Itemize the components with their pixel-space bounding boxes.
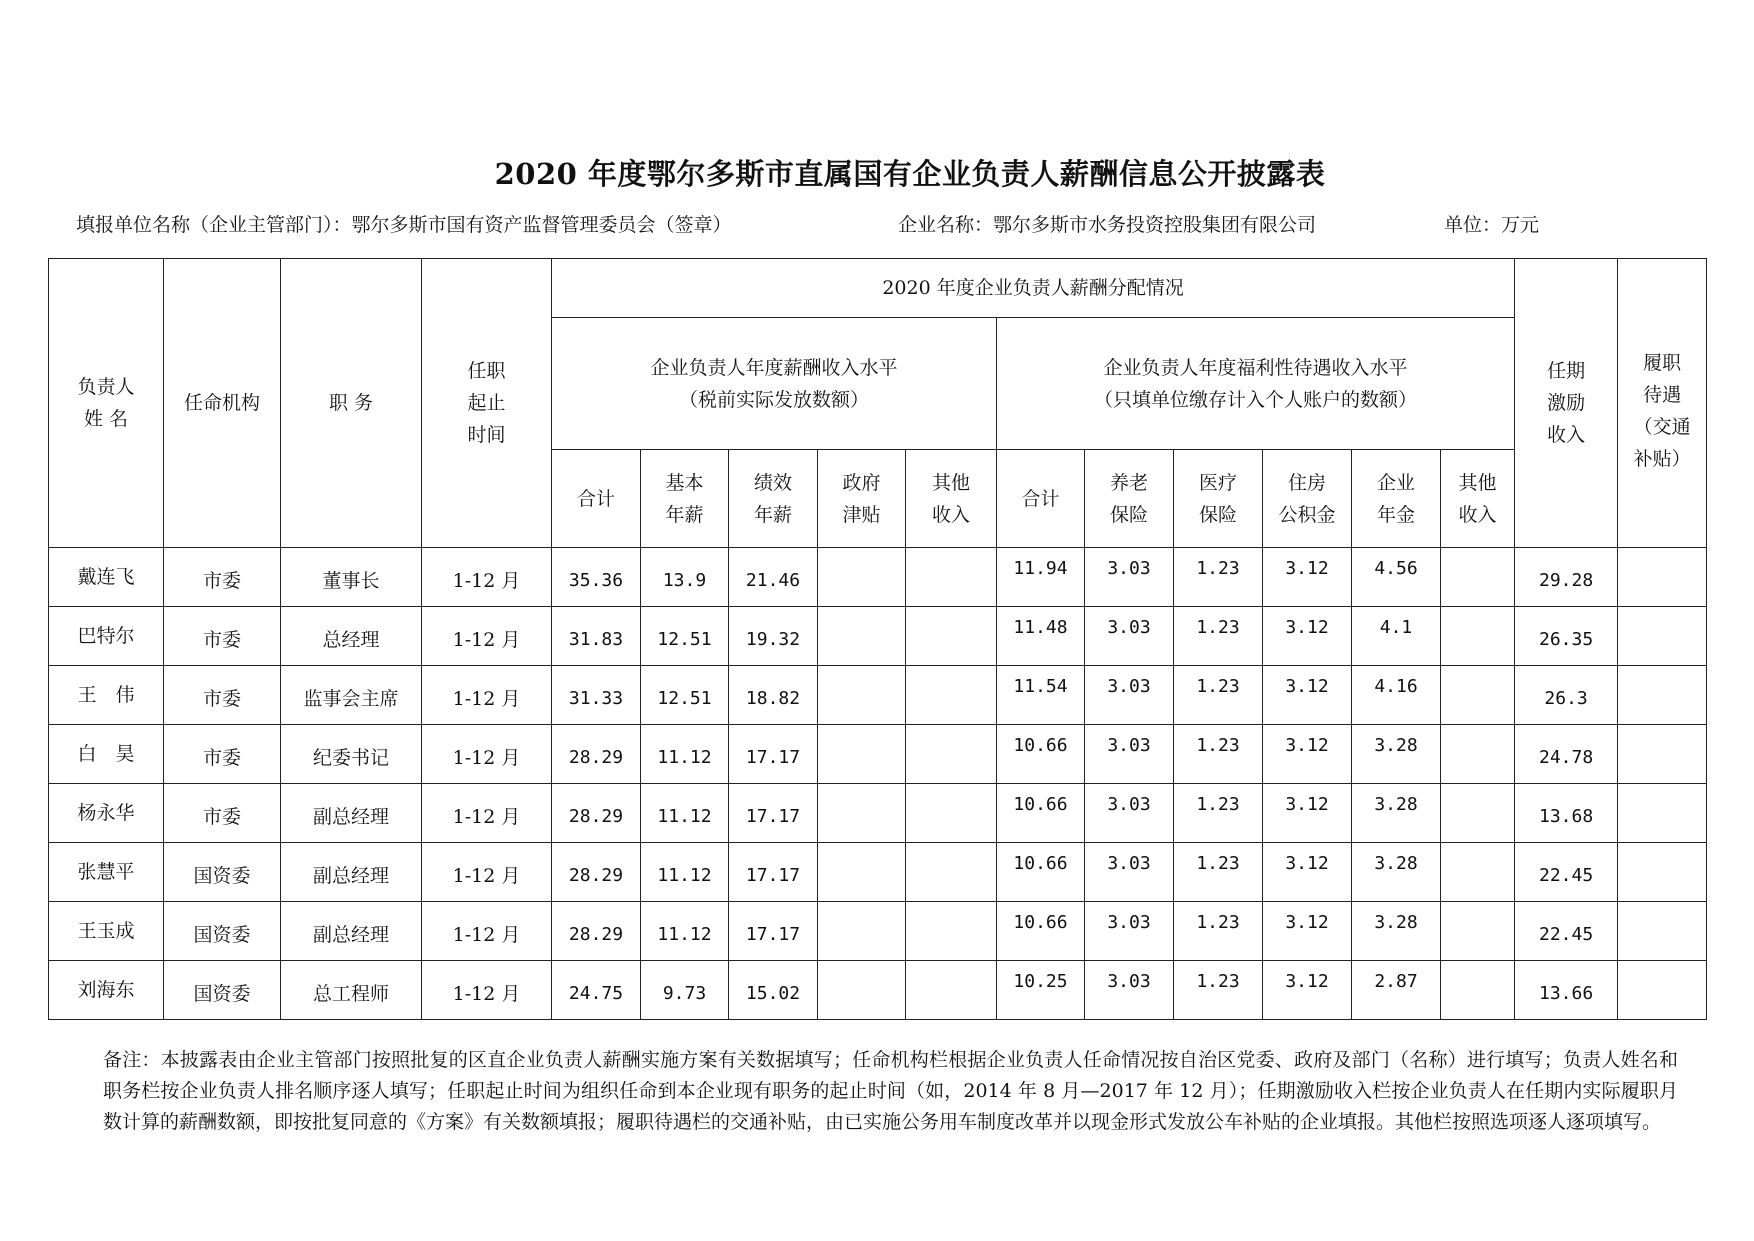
cell-org: 市委 (164, 666, 281, 725)
cell-term: 1-12 月 (422, 784, 552, 843)
cell-name: 杨永华 (49, 784, 164, 843)
header-welfare-total: 合计 (997, 450, 1085, 548)
cell-performance-salary: 17.17 (729, 784, 818, 843)
header-gov-allowance: 政府 津贴 (818, 450, 906, 548)
cell-allowance (1618, 666, 1707, 725)
table-row (49, 843, 1707, 902)
cell-gov-allowance (818, 961, 906, 1020)
table-row (49, 548, 1707, 607)
cell-pension: 3.03 (1085, 902, 1174, 961)
cell-name: 刘海东 (49, 961, 164, 1020)
cell-other-income (906, 784, 997, 843)
cell-annuity: 3.28 (1352, 843, 1441, 902)
cell-performance-salary: 19.32 (729, 607, 818, 666)
cell-welfare-other (1441, 902, 1515, 961)
cell-pension: 3.03 (1085, 607, 1174, 666)
header-allowance: 履职 待遇 （交通 补贴） (1618, 259, 1707, 548)
header-position: 职 务 (281, 259, 422, 548)
cell-salary-total: 28.29 (552, 843, 641, 902)
cell-incentive: 22.45 (1515, 843, 1618, 902)
cell-gov-allowance (818, 902, 906, 961)
cell-housing-fund: 3.12 (1263, 784, 1352, 843)
header-medical: 医疗 保险 (1174, 450, 1263, 548)
cell-gov-allowance (818, 725, 906, 784)
cell-gov-allowance (818, 666, 906, 725)
cell-annuity: 4.56 (1352, 548, 1441, 607)
cell-base-salary: 11.12 (641, 784, 729, 843)
cell-welfare-total: 11.54 (997, 666, 1085, 725)
cell-housing-fund: 3.12 (1263, 666, 1352, 725)
cell-base-salary: 12.51 (641, 666, 729, 725)
cell-gov-allowance (818, 784, 906, 843)
cell-name: 巴特尔 (49, 607, 164, 666)
cell-other-income (906, 607, 997, 666)
header-welfare-other: 其他 收入 (1441, 450, 1515, 548)
header-salary-total: 合计 (552, 450, 641, 548)
cell-incentive: 26.35 (1515, 607, 1618, 666)
cell-medical: 1.23 (1174, 666, 1263, 725)
cell-allowance (1618, 961, 1707, 1020)
cell-welfare-total: 10.66 (997, 784, 1085, 843)
header-incentive: 任期 激励 收入 (1515, 259, 1618, 548)
table-row (49, 666, 1707, 725)
company-label: 企业名称：鄂尔多斯市水务投资控股集团有限公司 (898, 214, 1317, 236)
cell-welfare-other (1441, 725, 1515, 784)
cell-medical: 1.23 (1174, 784, 1263, 843)
cell-annuity: 3.28 (1352, 784, 1441, 843)
cell-housing-fund: 3.12 (1263, 548, 1352, 607)
header-base-salary: 基本 年薪 (641, 450, 729, 548)
cell-welfare-total: 10.66 (997, 902, 1085, 961)
cell-welfare-other (1441, 843, 1515, 902)
cell-performance-salary: 21.46 (729, 548, 818, 607)
cell-org: 市委 (164, 548, 281, 607)
cell-name: 白 昊 (49, 725, 164, 784)
cell-allowance (1618, 843, 1707, 902)
cell-name: 张慧平 (49, 843, 164, 902)
header-welfare-group: 企业负责人年度福利性待遇收入水平 （只填单位缴存计入个人账户的数额） (997, 318, 1515, 450)
cell-gov-allowance (818, 548, 906, 607)
header-performance-salary: 绩效 年薪 (729, 450, 818, 548)
report-info (0, 210, 1754, 240)
cell-term: 1-12 月 (422, 843, 552, 902)
salary-table (48, 258, 1707, 1020)
cell-allowance (1618, 725, 1707, 784)
cell-salary-total: 31.83 (552, 607, 641, 666)
cell-salary-total: 28.29 (552, 902, 641, 961)
cell-name: 王玉成 (49, 902, 164, 961)
cell-gov-allowance (818, 607, 906, 666)
cell-housing-fund: 3.12 (1263, 843, 1352, 902)
cell-term: 1-12 月 (422, 961, 552, 1020)
cell-other-income (906, 666, 997, 725)
cell-other-income (906, 961, 997, 1020)
cell-allowance (1618, 607, 1707, 666)
cell-position: 总经理 (281, 607, 422, 666)
cell-medical: 1.23 (1174, 843, 1263, 902)
cell-welfare-other (1441, 548, 1515, 607)
cell-term: 1-12 月 (422, 666, 552, 725)
cell-welfare-other (1441, 666, 1515, 725)
cell-performance-salary: 17.17 (729, 725, 818, 784)
cell-welfare-total: 11.48 (997, 607, 1085, 666)
cell-performance-salary: 17.17 (729, 843, 818, 902)
cell-base-salary: 9.73 (641, 961, 729, 1020)
cell-position: 纪委书记 (281, 725, 422, 784)
cell-housing-fund: 3.12 (1263, 725, 1352, 784)
cell-gov-allowance (818, 843, 906, 902)
header-term: 任职 起止 时间 (422, 259, 552, 548)
cell-position: 副总经理 (281, 843, 422, 902)
header-pension: 养老 保险 (1085, 450, 1174, 548)
header-org: 任命机构 (164, 259, 281, 548)
header-housing-fund: 住房 公积金 (1263, 450, 1352, 548)
cell-medical: 1.23 (1174, 725, 1263, 784)
cell-pension: 3.03 (1085, 784, 1174, 843)
cell-org: 国资委 (164, 902, 281, 961)
cell-incentive: 13.66 (1515, 961, 1618, 1020)
cell-pension: 3.03 (1085, 548, 1174, 607)
header-annuity: 企业 年金 (1352, 450, 1441, 548)
cell-pension: 3.03 (1085, 725, 1174, 784)
cell-allowance (1618, 902, 1707, 961)
header-other-income: 其他 收入 (906, 450, 997, 548)
cell-annuity: 2.87 (1352, 961, 1441, 1020)
cell-incentive: 22.45 (1515, 902, 1618, 961)
cell-position: 副总经理 (281, 902, 422, 961)
cell-incentive: 29.28 (1515, 548, 1618, 607)
cell-pension: 3.03 (1085, 666, 1174, 725)
footnote: 备注：本披露表由企业主管部门按照批复的区直企业负责人薪酬实施方案有关数据填写；任命机构栏根据企业负责人任命情况按自治区党委、政府及部门（名称）进行填写；负责人姓名和职务栏按企业负责人排名顺序逐人填写；任职起止时间为组织任命到本企业现有职务的起止时间（如，2014 年 8 月—2017 年 12 月）；任期激励收入栏按企业负责人在任期内实际履职月数计算的薪酬数额，即按批复同意的《方案》有关数额填报；履职待遇栏的交通补贴，由已实施公务用车制度改革并以现金形式发放公车补贴的企业填报。其他栏按照选项逐人逐项填写。 (103, 1049, 1678, 1133)
cell-other-income (906, 843, 997, 902)
cell-position: 董事长 (281, 548, 422, 607)
cell-position: 副总经理 (281, 784, 422, 843)
cell-other-income (906, 902, 997, 961)
cell-name: 王 伟 (49, 666, 164, 725)
table-row (49, 784, 1707, 843)
unit-label: 单位：万元 (1444, 214, 1540, 236)
cell-term: 1-12 月 (422, 548, 552, 607)
cell-other-income (906, 548, 997, 607)
cell-medical: 1.23 (1174, 902, 1263, 961)
cell-annuity: 4.16 (1352, 666, 1441, 725)
cell-position: 监事会主席 (281, 666, 422, 725)
table-row (49, 961, 1707, 1020)
cell-annuity: 3.28 (1352, 902, 1441, 961)
cell-base-salary: 11.12 (641, 902, 729, 961)
cell-welfare-other (1441, 784, 1515, 843)
cell-welfare-total: 11.94 (997, 548, 1085, 607)
cell-housing-fund: 3.12 (1263, 961, 1352, 1020)
cell-org: 市委 (164, 784, 281, 843)
table-row (49, 607, 1707, 666)
cell-term: 1-12 月 (422, 607, 552, 666)
cell-allowance (1618, 784, 1707, 843)
cell-org: 国资委 (164, 961, 281, 1020)
cell-position: 总工程师 (281, 961, 422, 1020)
header-name: 负责人 姓 名 (49, 259, 164, 548)
cell-base-salary: 11.12 (641, 725, 729, 784)
table-row (49, 902, 1707, 961)
cell-annuity: 3.28 (1352, 725, 1441, 784)
cell-welfare-other (1441, 607, 1515, 666)
cell-medical: 1.23 (1174, 548, 1263, 607)
cell-base-salary: 12.51 (641, 607, 729, 666)
cell-org: 市委 (164, 607, 281, 666)
cell-performance-salary: 18.82 (729, 666, 818, 725)
cell-pension: 3.03 (1085, 843, 1174, 902)
cell-org: 国资委 (164, 843, 281, 902)
cell-housing-fund: 3.12 (1263, 607, 1352, 666)
cell-salary-total: 28.29 (552, 725, 641, 784)
cell-welfare-total: 10.66 (997, 843, 1085, 902)
table-row (49, 725, 1707, 784)
header-salary-distribution: 2020 年度企业负责人薪酬分配情况 (552, 259, 1515, 318)
cell-term: 1-12 月 (422, 902, 552, 961)
page-title: 2020 年度鄂尔多斯市直属国有企业负责人薪酬信息公开披露表 (494, 157, 1326, 191)
cell-salary-total: 35.36 (552, 548, 641, 607)
cell-salary-total: 28.29 (552, 784, 641, 843)
header-salary-group: 企业负责人年度薪酬收入水平 （税前实际发放数额） (552, 318, 997, 450)
cell-term: 1-12 月 (422, 725, 552, 784)
cell-name: 戴连飞 (49, 548, 164, 607)
cell-annuity: 4.1 (1352, 607, 1441, 666)
cell-welfare-total: 10.25 (997, 961, 1085, 1020)
cell-welfare-other (1441, 961, 1515, 1020)
cell-base-salary: 11.12 (641, 843, 729, 902)
cell-performance-salary: 15.02 (729, 961, 818, 1020)
cell-housing-fund: 3.12 (1263, 902, 1352, 961)
cell-org: 市委 (164, 725, 281, 784)
cell-salary-total: 31.33 (552, 666, 641, 725)
cell-salary-total: 24.75 (552, 961, 641, 1020)
cell-allowance (1618, 548, 1707, 607)
cell-incentive: 26.3 (1515, 666, 1618, 725)
cell-medical: 1.23 (1174, 961, 1263, 1020)
cell-base-salary: 13.9 (641, 548, 729, 607)
cell-other-income (906, 725, 997, 784)
cell-incentive: 24.78 (1515, 725, 1618, 784)
cell-pension: 3.03 (1085, 961, 1174, 1020)
cell-incentive: 13.68 (1515, 784, 1618, 843)
cell-medical: 1.23 (1174, 607, 1263, 666)
cell-welfare-total: 10.66 (997, 725, 1085, 784)
reporter-label: 填报单位名称（企业主管部门）：鄂尔多斯市国有资产监督管理委员会（签章） (76, 214, 732, 236)
cell-performance-salary: 17.17 (729, 902, 818, 961)
